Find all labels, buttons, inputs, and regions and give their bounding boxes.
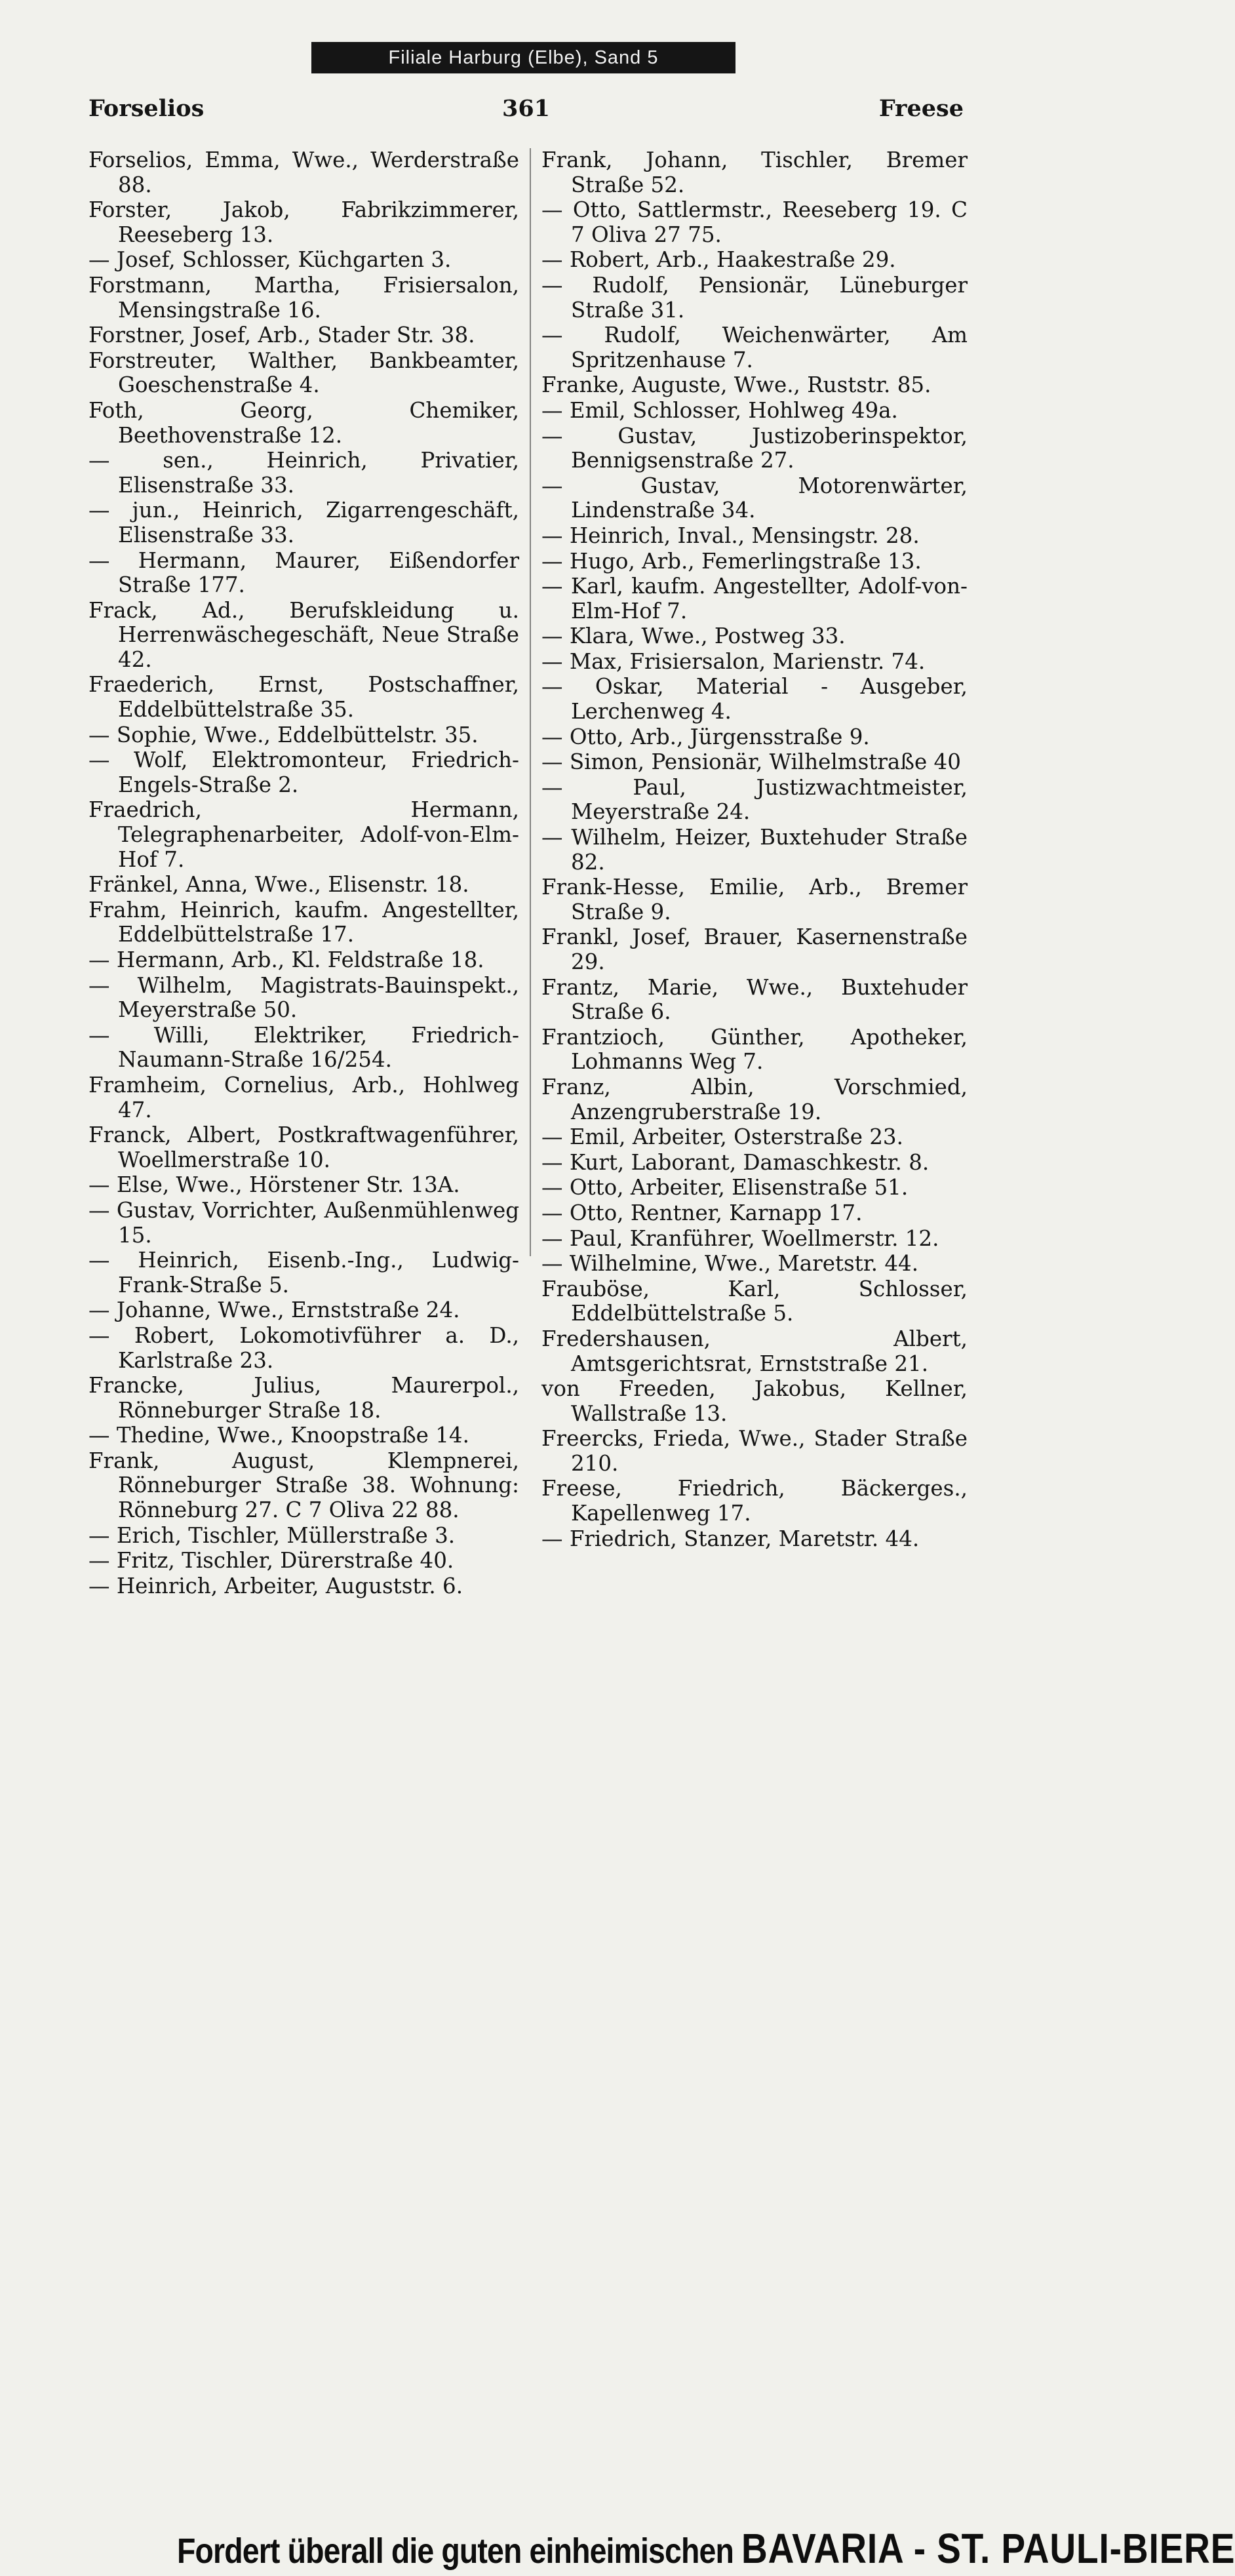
directory-entry: — Willi, Elektriker, Friedrich-Naumann-Straße 16/254. bbox=[88, 1022, 519, 1073]
directory-entry: — Heinrich, Inval., Mensingstr. 28. bbox=[541, 523, 920, 548]
directory-entry: Frank, August, Klempnerei, Rönneburger Straße 38. Wohnung: Rönneburg 27. C 7 Oliva 22 88. bbox=[88, 1448, 519, 1523]
directory-entry: — Emil, Arbeiter, Osterstraße 23. bbox=[541, 1124, 903, 1150]
directory-entry: Frantz, Marie, Wwe., Buxtehuder Straße 6. bbox=[541, 974, 968, 1025]
directory-entry: — Klara, Wwe., Postweg 33. bbox=[541, 624, 846, 649]
directory-entry: — Wilhelm, Magistrats-Bauinspekt., Meyerstraße 50. bbox=[88, 972, 519, 1023]
directory-entry: — Thedine, Wwe., Knoopstraße 14. bbox=[88, 1423, 469, 1448]
directory-entry: — Friedrich, Stanzer, Maretstr. 44. bbox=[541, 1526, 920, 1551]
directory-entry: — Kurt, Laborant, Damaschkestr. 8. bbox=[541, 1149, 930, 1175]
directory-entry: — Paul, Kranführer, Woellmerstr. 12. bbox=[541, 1225, 939, 1251]
directory-entry: — Hermann, Maurer, Eißendorfer Straße 177. bbox=[88, 547, 519, 598]
directory-entry: — Sophie, Wwe., Eddelbüttelstr. 35. bbox=[88, 722, 479, 747]
directory-entry: Frank-Hesse, Emilie, Arb., Bremer Straße 9. bbox=[541, 875, 968, 924]
directory-entry: von Freeden, Jakobus, Kellner, Wallstraße 13. bbox=[541, 1376, 968, 1426]
directory-entry: Fränkel, Anna, Wwe., Elisenstr. 18. bbox=[88, 872, 469, 898]
directory-entry: — Wolf, Elektromonteur, Friedrich-Engels-Straße 2. bbox=[88, 747, 519, 797]
directory-entry: — Gustav, Justizoberinspektor, Bennigsenstraße 27. bbox=[541, 423, 968, 473]
directory-entry: — Fritz, Tischler, Dürerstraße 40. bbox=[88, 1548, 454, 1574]
directory-entry: Forselios, Emma, Wwe., Werderstraße 88. bbox=[88, 148, 519, 197]
directory-entry: Forstmann, Martha, Frisiersalon, Mensingstraße 16. bbox=[88, 272, 519, 323]
directory-entry: — Robert, Lokomotivführer a. D., Karlstraße 23. bbox=[88, 1322, 519, 1373]
directory-entry: — Emil, Schlosser, Hohlweg 49a. bbox=[541, 397, 898, 423]
directory-entry: Frankl, Josef, Brauer, Kasernenstraße 29. bbox=[541, 924, 968, 974]
directory-entry: Frank, Johann, Tischler, Bremer Straße 52. bbox=[541, 148, 968, 197]
directory-entry: — Heinrich, Arbeiter, Auguststr. 6. bbox=[88, 1573, 463, 1598]
directory-entry: — Otto, Rentner, Karnapp 17. bbox=[541, 1200, 863, 1225]
branch-banner: Filiale Harburg (Elbe), Sand 5 bbox=[311, 42, 735, 73]
directory-entry: — Simon, Pensionär, Wilhelmstraße 40 bbox=[541, 749, 961, 775]
directory-entry: Forstner, Josef, Arb., Stader Str. 38. bbox=[88, 323, 475, 348]
directory-entry: Frack, Ad., Berufskleidung u. Herrenwäschegeschäft, Neue Straße 42. bbox=[88, 597, 519, 672]
directory-entry: — Otto, Arb., Jürgensstraße 9. bbox=[541, 724, 870, 749]
directory-entry: — Otto, Sattlermstr., Reeseberg 19. C 7 Oliva 27 75. bbox=[541, 197, 968, 247]
directory-entry: — Josef, Schlosser, Küchgarten 3. bbox=[88, 247, 452, 273]
directory-entry: — Rudolf, Pensionär, Lüneburger Straße 31. bbox=[541, 272, 968, 323]
advertisement-text: Fordert überall die guten einheimischen bbox=[177, 2531, 742, 2571]
directory-entry: — Oskar, Material - Ausgeber, Lerchenweg 4. bbox=[541, 674, 968, 724]
directory-entry: — Johanne, Wwe., Ernststraße 24. bbox=[88, 1298, 460, 1323]
left-column bbox=[88, 148, 519, 1599]
directory-entry: Freese, Friedrich, Bäckerges., Kapellenweg 17. bbox=[541, 1476, 968, 1526]
advertisement-brand: BAVARIA - ST. PAULI-BIERE bbox=[741, 2525, 1235, 2572]
directory-entry: Forster, Jakob, Fabrikzimmerer, Reeseberg 13. bbox=[88, 197, 519, 247]
directory-entry: — Rudolf, Weichenwärter, Am Spritzenhause 7. bbox=[541, 323, 968, 372]
directory-entry: — Max, Frisiersalon, Marienstr. 74. bbox=[541, 648, 926, 674]
directory-entry: — Karl, kaufm. Angestellter, Adolf-von-Elm-Hof 7. bbox=[541, 574, 968, 624]
directory-entry: — sen., Heinrich, Privatier, Elisenstraße 33. bbox=[88, 448, 519, 498]
directory-entry: — Wilhelmine, Wwe., Maretstr. 44. bbox=[541, 1251, 919, 1277]
directory-entry: Frantzioch, Günther, Apotheker, Lohmanns Weg 7. bbox=[541, 1024, 968, 1075]
page-number: 361 bbox=[501, 95, 551, 122]
header-left-keyword: Forselios bbox=[88, 95, 205, 122]
directory-entry: Franck, Albert, Postkraftwagenführer, Woellmerstraße 10. bbox=[88, 1122, 519, 1172]
directory-entry: Fraedrich, Hermann, Telegraphenarbeiter, Adolf-von-Elm-Hof 7. bbox=[88, 797, 519, 872]
directory-entry: — Gustav, Motorenwärter, Lindenstraße 34. bbox=[541, 473, 968, 523]
directory-entry: — Else, Wwe., Hörstener Str. 13A. bbox=[88, 1172, 460, 1198]
page-header bbox=[88, 95, 964, 129]
directory-entry: Foth, Georg, Chemiker, Beethovenstraße 12. bbox=[88, 397, 519, 448]
directory-entry: — Otto, Arbeiter, Elisenstraße 51. bbox=[541, 1175, 909, 1200]
directory-entry: Frahm, Heinrich, kaufm. Angestellter, Eddelbüttelstraße 17. bbox=[88, 897, 519, 947]
directory-entry: Fredershausen, Albert, Amtsgerichtsrat, Ernststraße 21. bbox=[541, 1326, 968, 1376]
directory-entry: Fraederich, Ernst, Postschaffner, Eddelbüttelstraße 35. bbox=[88, 672, 519, 723]
directory-entry: — Wilhelm, Heizer, Buxtehuder Straße 82. bbox=[541, 825, 968, 875]
directory-entry: — Robert, Arb., Haakestraße 29. bbox=[541, 247, 896, 273]
right-column bbox=[541, 148, 968, 1552]
directory-entry: — jun., Heinrich, Zigarrengeschäft, Elisenstraße 33. bbox=[88, 498, 519, 547]
directory-entry: — Paul, Justizwachtmeister, Meyerstraße 24. bbox=[541, 774, 968, 825]
header-right-keyword: Freese bbox=[878, 95, 964, 122]
directory-entry: Frauböse, Karl, Schlosser, Eddelbüttelstraße 5. bbox=[541, 1276, 968, 1326]
directory-entry: Francke, Julius, Maurerpol., Rönneburger Straße 18. bbox=[88, 1373, 519, 1423]
directory-entry: Freercks, Frieda, Wwe., Stader Straße 210. bbox=[541, 1426, 968, 1476]
directory-entry: Framheim, Cornelius, Arb., Hohlweg 47. bbox=[88, 1072, 519, 1122]
directory-entry: Franz, Albin, Vorschmied, Anzengruberstraße 19. bbox=[541, 1074, 968, 1124]
directory-entry: — Gustav, Vorrichter, Außenmühlenweg 15. bbox=[88, 1197, 519, 1248]
directory-entry: — Hugo, Arb., Femerlingstraße 13. bbox=[541, 548, 922, 574]
directory-entry: Forstreuter, Walther, Bankbeamter, Goeschenstraße 4. bbox=[88, 347, 519, 398]
directory-entry: — Erich, Tischler, Müllerstraße 3. bbox=[88, 1522, 456, 1548]
directory-entry: — Hermann, Arb., Kl. Feldstraße 18. bbox=[88, 947, 484, 972]
directory-entry: — Heinrich, Eisenb.-Ing., Ludwig-Frank-Straße 5. bbox=[88, 1248, 519, 1298]
column-divider bbox=[530, 148, 531, 1256]
directory-entry: Franke, Auguste, Wwe., Ruststr. 85. bbox=[541, 372, 931, 398]
